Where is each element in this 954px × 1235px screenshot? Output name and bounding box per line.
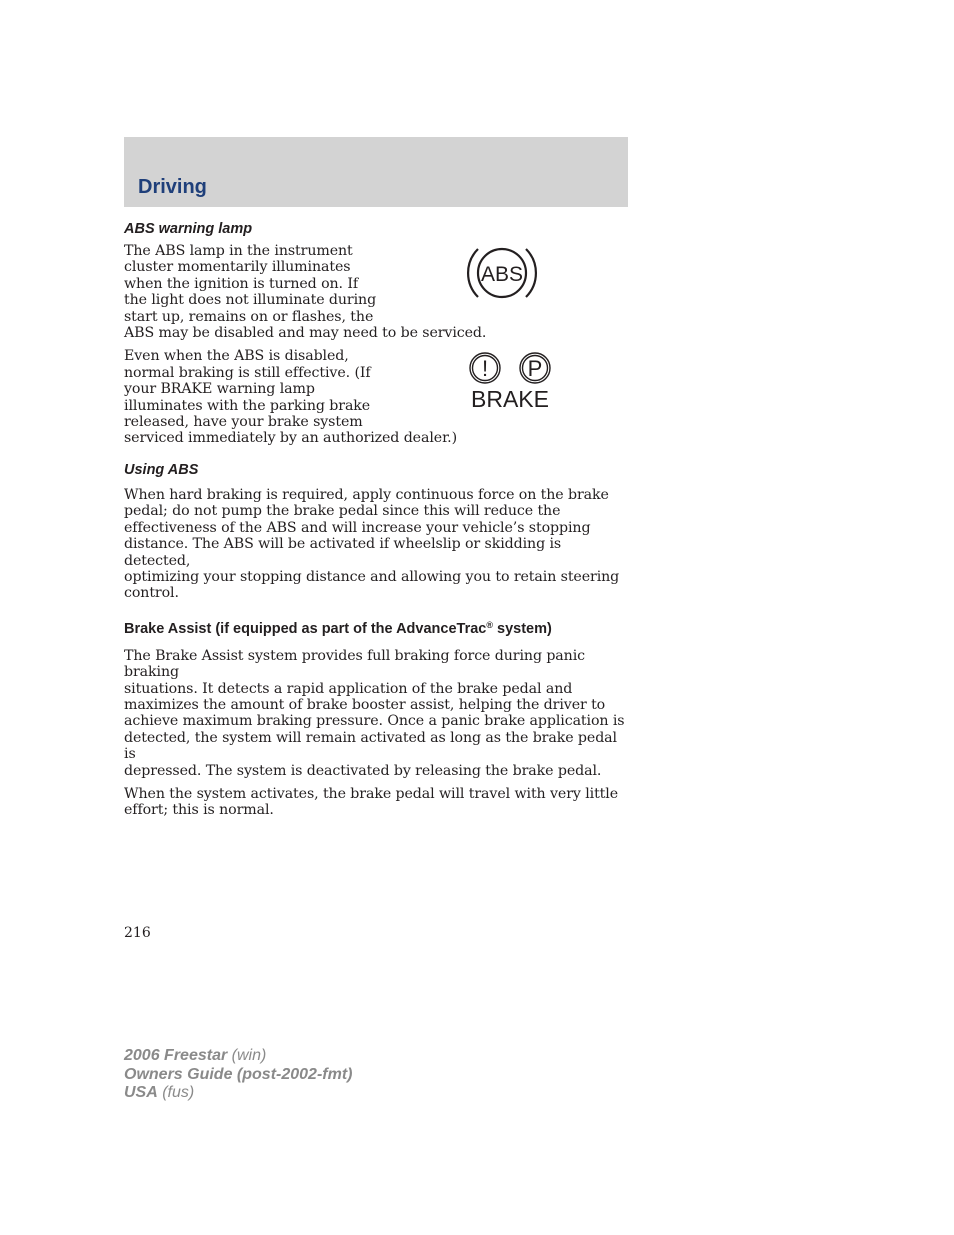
text-line: Even when the ABS is disabled,	[124, 348, 349, 365]
abs-warning-paragraph	[124, 243, 626, 341]
brake-icon-label: BRAKE	[471, 386, 549, 412]
text-line: detected, the system will remain activated as long as the brake pedal is	[124, 729, 617, 763]
abs-warning-section	[124, 220, 626, 447]
text-line: When the system activates, the brake pedal will travel with very little	[124, 785, 619, 802]
text-line: pedal; do not pump the brake pedal since this will reduce the	[124, 503, 561, 520]
text-line: illuminates with the parking brake	[124, 397, 371, 414]
heading-text: Brake Assist (if equipped as part of the AdvanceTrac	[124, 620, 487, 637]
text-line: your BRAKE warning lamp	[124, 381, 315, 398]
using-abs-paragraph	[124, 487, 626, 602]
text-line: maximizes the amount of brake booster assist, helping the driver to	[124, 696, 606, 713]
page-number: 216	[124, 925, 151, 941]
abs-warning-heading: ABS warning lamp	[124, 221, 253, 237]
brake-assist-heading	[124, 616, 626, 638]
text-line: optimizing your stopping distance and allowing you to retain steering	[124, 568, 620, 585]
text-line: control.	[124, 585, 179, 602]
page-content	[124, 220, 626, 826]
text-line: when the ignition is turned on. If	[124, 275, 359, 292]
footer-model: 2006 Freestar	[124, 1047, 228, 1064]
abs-icon-label: ABS	[480, 263, 524, 286]
footer-line-guide	[124, 1066, 352, 1085]
exclamation-icon: !	[481, 356, 489, 381]
footer-line-model	[124, 1047, 352, 1066]
document-footer	[124, 1047, 352, 1103]
footer-market: USA	[124, 1084, 158, 1101]
abs-warning-lamp-icon	[466, 242, 538, 304]
text-line: achieve maximum braking pressure. Once a panic brake application is	[124, 713, 625, 730]
brake-warning-lamp-icon	[464, 352, 556, 412]
text-line: depressed. The system is deactivated by releasing the brake pedal.	[124, 762, 602, 779]
text-line: situations. It detects a rapid application of the brake pedal and	[124, 680, 573, 697]
brake-assist-paragraph	[124, 648, 626, 779]
text-line: effort; this is normal.	[124, 802, 274, 819]
text-line: start up, remains on or flashes, the	[124, 308, 374, 325]
footer-guide: Owners Guide (post-2002-fmt)	[124, 1065, 353, 1083]
text-line: effectiveness of the ABS and will increase your vehicle’s stopping	[124, 519, 591, 536]
registered-mark: ®	[486, 619, 493, 630]
text-line: cluster momentarily illuminates	[124, 259, 351, 276]
footer-market-code: (fus)	[157, 1084, 195, 1101]
brake-assist-normal-paragraph	[124, 786, 626, 819]
heading-text: system)	[492, 620, 552, 637]
text-line: released, have your brake system	[124, 414, 363, 431]
text-line: The ABS lamp in the instrument	[124, 243, 353, 259]
text-line: the light does not illuminate during	[124, 292, 377, 309]
footer-model-code: (win)	[227, 1047, 267, 1064]
text-line: ABS may be disabled and may need to be serviced.	[124, 325, 487, 342]
using-abs-heading: Using ABS	[124, 461, 199, 478]
footer-line-market	[124, 1084, 352, 1103]
text-line: serviced immediately by an authorized dealer.)	[124, 430, 458, 447]
text-line: The Brake Assist system provides full braking force during panic braking	[124, 647, 585, 681]
text-line: distance. The ABS will be activated if wheelslip or skidding is detected,	[124, 536, 562, 569]
text-line: normal braking is still effective. (If	[124, 364, 371, 381]
text-line: When hard braking is required, apply continuous force on the brake	[124, 486, 609, 503]
parking-p-icon: P	[527, 356, 543, 381]
section-title: Driving	[138, 176, 207, 198]
